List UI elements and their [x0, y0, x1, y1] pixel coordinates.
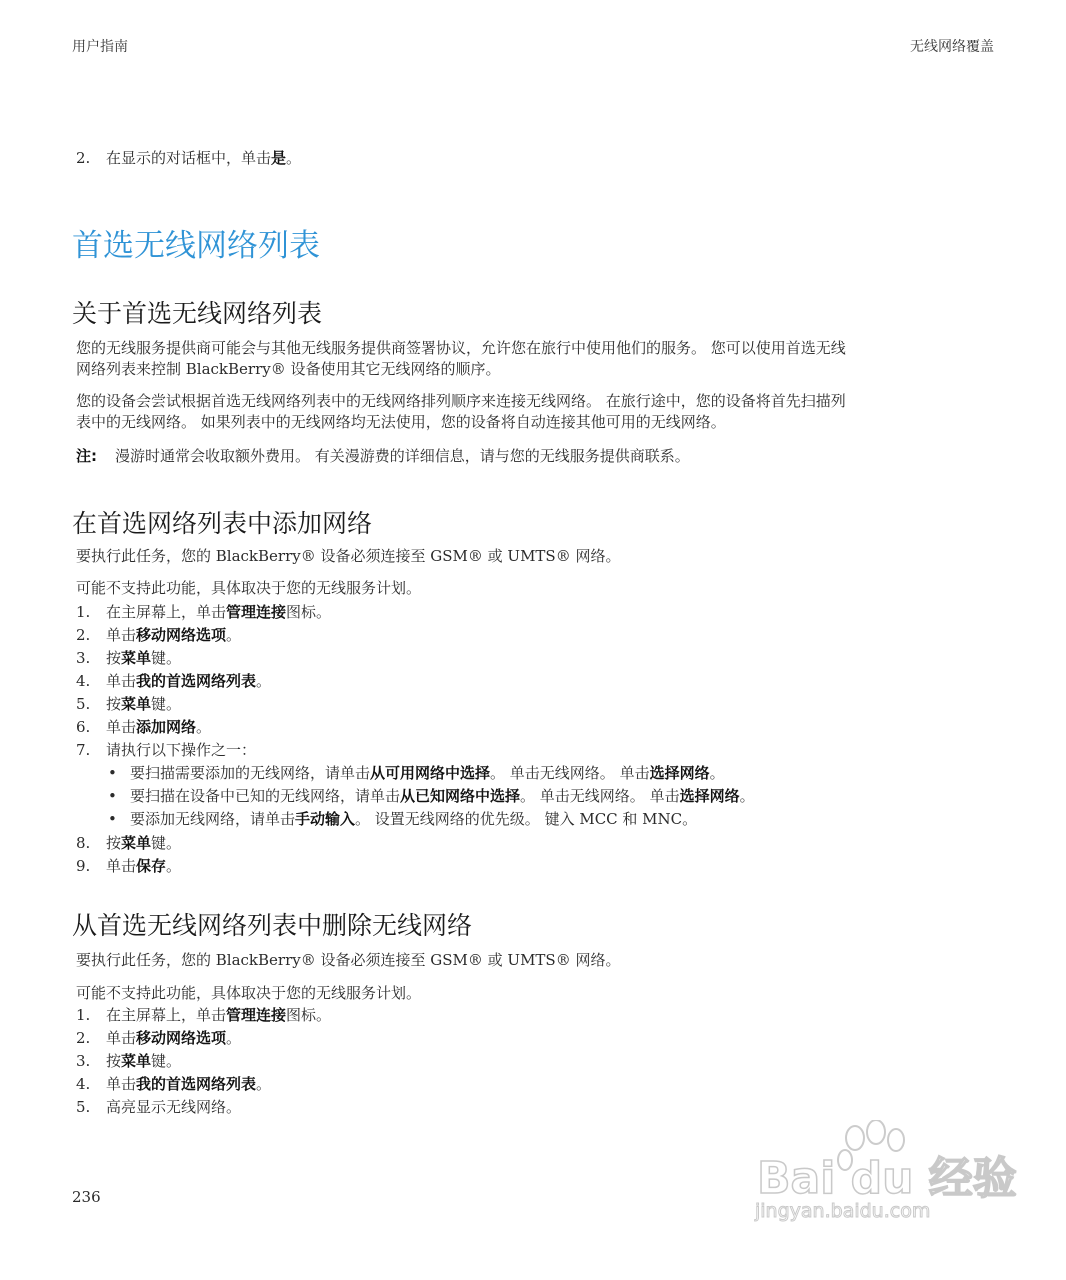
add-step-item: 7. 请执行以下操作之一：: [76, 741, 257, 759]
remove-step-item: 2. 单击移动网络选项。: [76, 1029, 242, 1047]
running-header-right: 无线网络覆盖: [910, 39, 994, 55]
note-label: 注:: [76, 447, 97, 465]
about-paragraph-2-line-1: 您的设备会尝试根据首选无线网络列表中的无线网络排列顺序来连接无线网络。 在旅行途中，您的设备将首先扫描列: [76, 392, 846, 410]
remove-step-item: 5. 高亮显示无线网络。: [76, 1098, 242, 1116]
add-prereq: 要执行此任务，您的 BlackBerry® 设备必须连接至 GSM® 或 UMTS® 网络。: [76, 547, 621, 565]
add-step-item: 1. 在主屏幕上，单击管理连接图标。: [76, 603, 332, 621]
watermark-brand: Bai du 经验: [757, 1153, 1017, 1204]
remove-step-item: 1. 在主屏幕上，单击管理连接图标。: [76, 1006, 332, 1024]
add-step-item: 9. 单击保存。: [76, 857, 182, 875]
page-number: 236: [72, 1188, 101, 1206]
remove-prereq: 要执行此任务，您的 BlackBerry® 设备必须连接至 GSM® 或 UMTS® 网络。: [76, 951, 621, 969]
add-step-item: 3. 按菜单键。: [76, 649, 182, 667]
add-step-item: 2. 单击移动网络选项。: [76, 626, 242, 644]
running-header-left: 用户指南: [72, 39, 128, 55]
remove-step-item: 3. 按菜单键。: [76, 1052, 182, 1070]
add-bullet-item: • 要添加无线网络，请单击手动输入。 设置无线网络的优先级。 键入 MCC 和 MNC。: [108, 810, 698, 828]
intro-step: 2. 在显示的对话框中，单击是。: [76, 149, 302, 167]
about-paragraph-1-line-2: 网络列表来控制 BlackBerry® 设备使用其它无线网络的顺序。: [76, 360, 501, 378]
about-paragraph-2-line-2: 表中的无线网络。 如果列表中的无线网络均无法使用，您的设备将自动连接其他可用的无线网络。: [76, 413, 726, 431]
add-step-item: 5. 按菜单键。: [76, 695, 182, 713]
about-paragraph-1-line-1: 您的无线服务提供商可能会与其他无线服务提供商签署协议，允许您在旅行中使用他们的服务。 您可以使用首选无线: [76, 339, 846, 357]
add-heading: 在首选网络列表中添加网络: [72, 509, 373, 538]
add-bullet-item: • 要扫描在设备中已知的无线网络，请单击从已知网络中选择。 单击无线网络。 单击选择网络。: [108, 787, 755, 805]
add-note: 可能不支持此功能，具体取决于您的无线服务计划。: [76, 579, 422, 597]
add-step-item: 6. 单击添加网络。: [76, 718, 212, 736]
note-text: 漫游时通常会收取额外费用。 有关漫游费的详细信息，请与您的无线服务提供商联系。: [115, 447, 690, 465]
about-note: [76, 446, 690, 467]
remove-step-item: 4. 单击我的首选网络列表。: [76, 1075, 272, 1093]
baidu-watermark: [755, 1120, 1017, 1230]
about-heading: 关于首选无线网络列表: [72, 299, 323, 328]
remove-heading: 从首选无线网络列表中删除无线网络: [72, 911, 473, 940]
add-step-item: 4. 单击我的首选网络列表。: [76, 672, 272, 690]
add-step-item: 8. 按菜单键。: [76, 834, 182, 852]
watermark-url: jingyan.baidu.com: [755, 1200, 931, 1222]
section-title: 首选无线网络列表: [72, 228, 320, 264]
remove-note: 可能不支持此功能，具体取决于您的无线服务计划。: [76, 984, 422, 1002]
add-bullet-item: • 要扫描需要添加的无线网络，请单击从可用网络中选择。 单击无线网络。 单击选择网络。: [108, 764, 725, 782]
